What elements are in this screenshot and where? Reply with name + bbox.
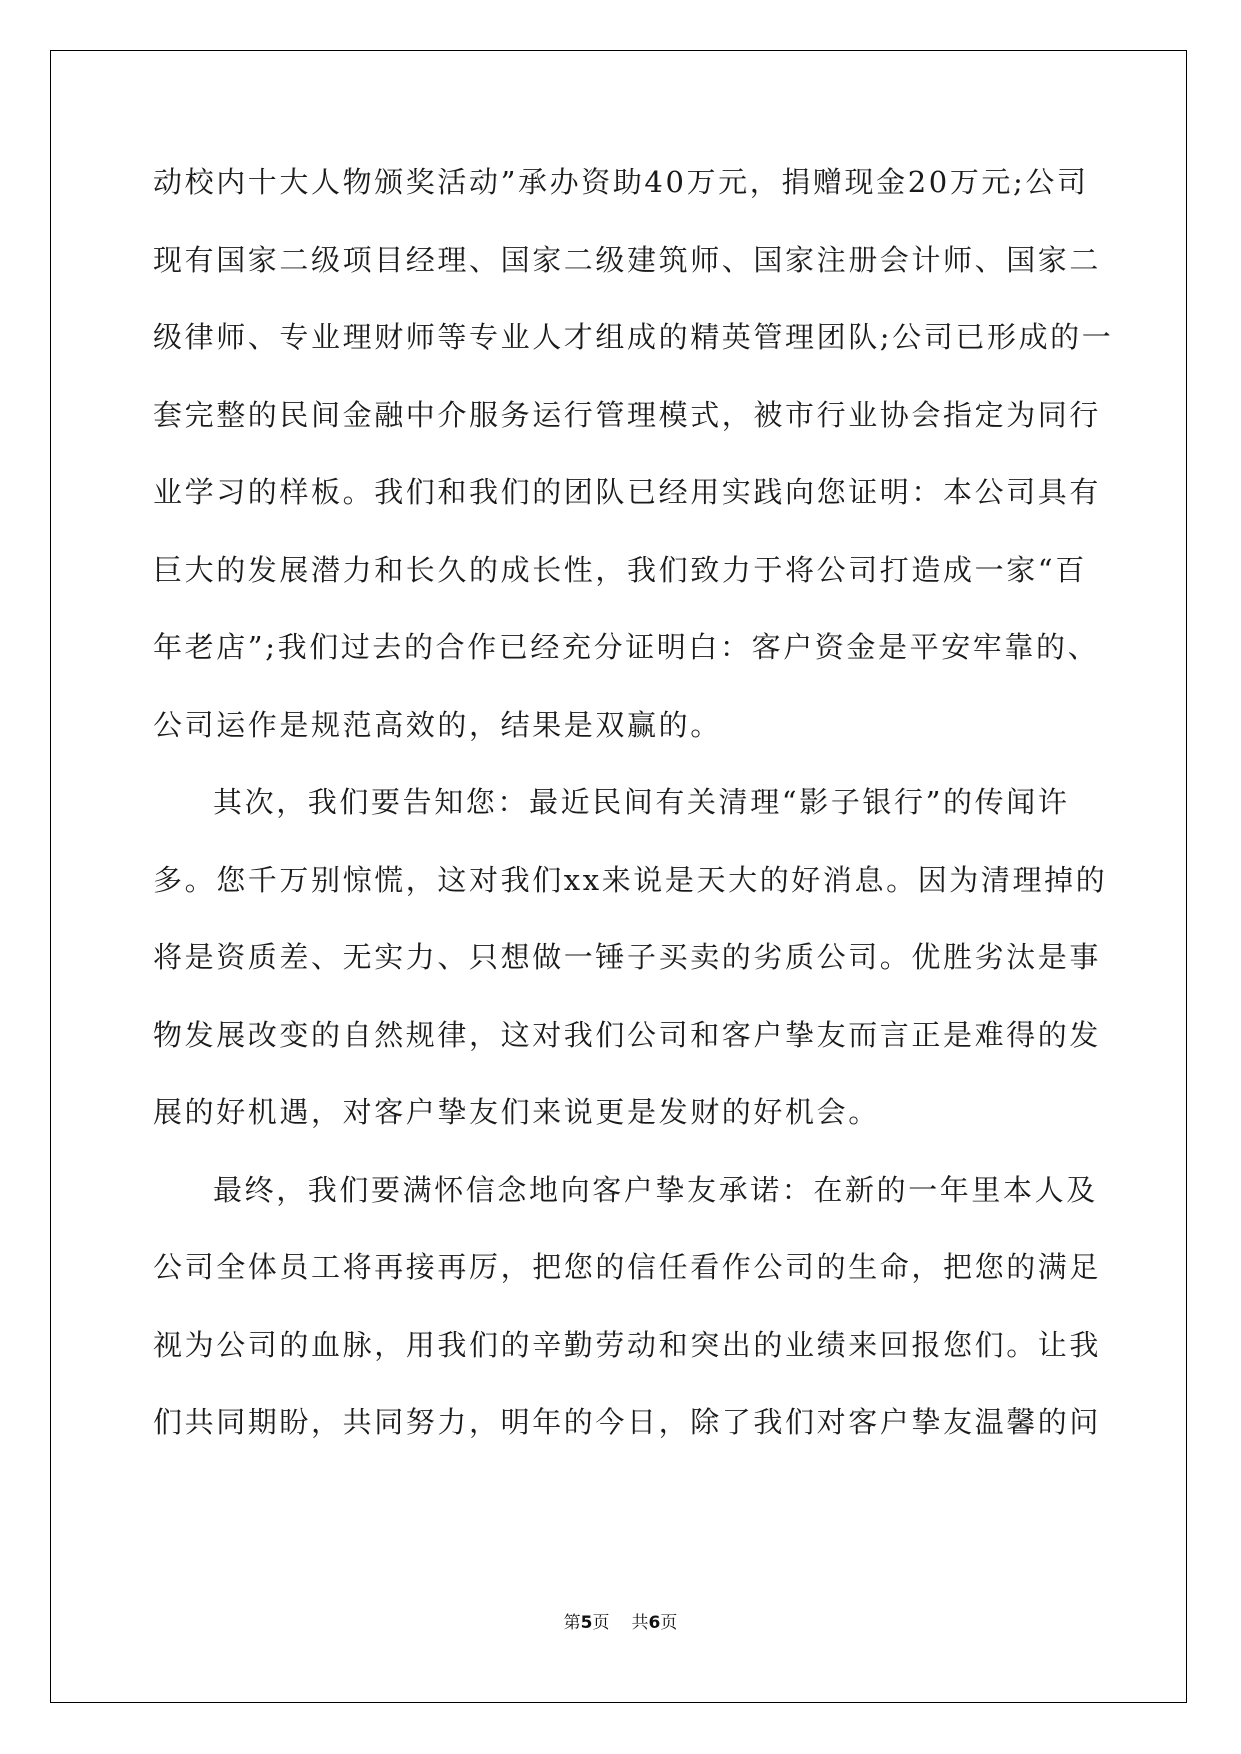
text-line: 公司全体员工将再接再厉，把您的信任看作公司的生命，把您的满足: [153, 1250, 1102, 1284]
page-number: 5: [580, 1613, 593, 1633]
text-line: 巨大的发展潜力和长久的成长性，我们致力于将公司打造成一家“百: [153, 552, 1087, 587]
text-line: 年老店”;我们过去的合作已经充分证明白：客户资金是平安牢靠的、: [153, 630, 1100, 664]
total-pages: 6: [648, 1613, 661, 1633]
document-body: [153, 162, 1114, 1480]
total-prefix: 共: [631, 1613, 649, 1633]
text-line: 现有国家二级项目经理、国家二级建筑师、国家注册会计师、国家二: [153, 242, 1102, 277]
text-line: 套完整的民间金融中介服务运行管理模式，被市行业协会指定为同行: [153, 397, 1102, 432]
text-line: 们共同期盼，共同努力，明年的今日，除了我们对客户挚友温馨的问: [153, 1405, 1102, 1439]
text-line-paragraph-start: 其次，我们要告知您：最近民间有关清理“影子银行”的传闻许: [213, 785, 1070, 819]
total-suffix: 页: [660, 1613, 678, 1633]
page-suffix: 页: [592, 1613, 610, 1633]
text-line: 公司运作是规范高效的，结果是双赢的。: [153, 707, 722, 742]
text-line: 物发展改变的自然规律，这对我们公司和客户挚友而言正是难得的发: [153, 1017, 1102, 1052]
text-line-paragraph-start: 最终，我们要满怀信念地向客户挚友承诺：在新的一年里本人及: [213, 1172, 1098, 1207]
page-footer: [0, 1612, 1241, 1634]
page-prefix: 第: [563, 1613, 581, 1633]
text-line: 多。您千万别惊慌，这对我们xx来说是天大的好消息。因为清理掉的: [153, 862, 1108, 897]
text-line: 级律师、专业理财师等专业人才组成的精英管理团队;公司已形成的一: [153, 320, 1114, 354]
text-line: 将是资质差、无实力、只想做一锤子买卖的劣质公司。优胜劣汰是事: [153, 940, 1102, 974]
text-line: 动校内十大人物颁奖活动”承办资助40万元，捐赠现金20万元;公司: [153, 165, 1089, 199]
text-line: 业学习的样板。我们和我们的团队已经用实践向您证明：本公司具有: [153, 475, 1102, 509]
text-line: 展的好机遇，对客户挚友们来说更是发财的好机会。: [153, 1095, 880, 1129]
text-line: 视为公司的血脉，用我们的辛勤劳动和突出的业绩来回报您们。让我: [153, 1327, 1102, 1362]
